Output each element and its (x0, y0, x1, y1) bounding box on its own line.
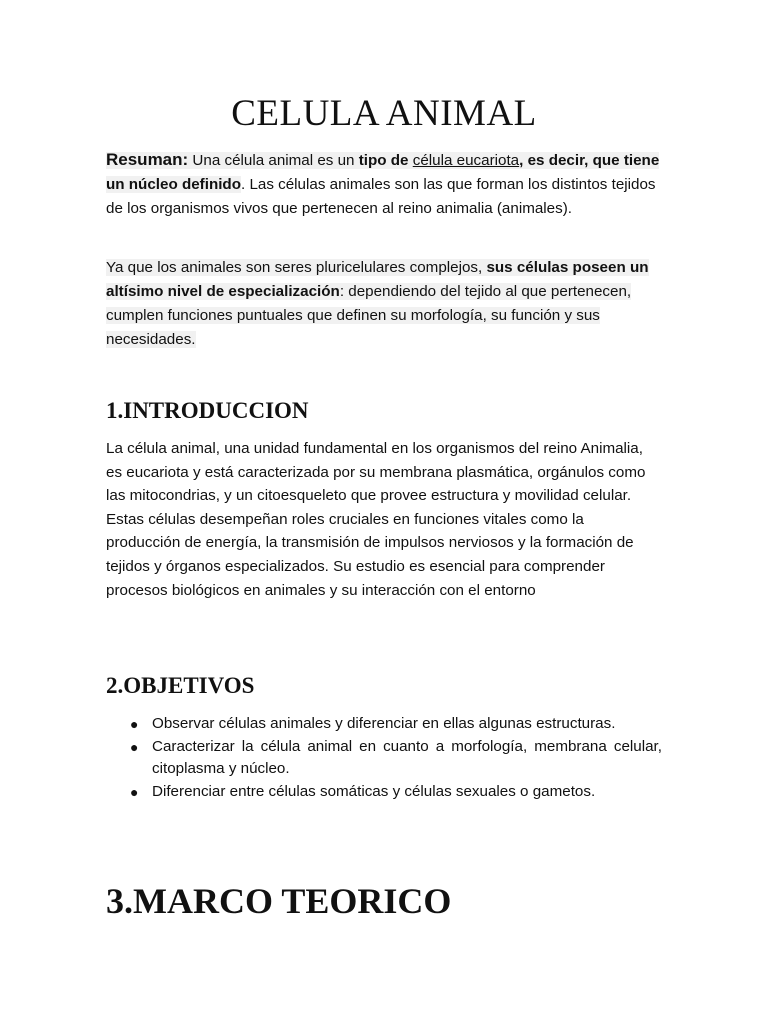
introduccion-paragraph: La célula animal, una unidad fundamental en los organismos del reino Animalia, es eucariota y está caracterizada por su membrana plasmática, orgánulos como las mitocondrias, y un citoesqueleto que provee estructura y movilidad celular. Estas células desempeñan roles cruciales en funciones vitales como la producción de energía, la transmisión de impulsos nerviosos y la formación de tejidos y órganos especializados. Su estudio es esencial para comprender procesos biológicos en animales y su interacción con el entorno (106, 440, 646, 599)
document-title: CELULA ANIMAL (231, 93, 537, 134)
celula-eucariota-link[interactable]: célula eucariota (412, 152, 520, 169)
section-heading-marco-teorico: 3.MARCO TEORICO (106, 881, 452, 921)
list-item: ● Caracterizar la célula animal en cuanto a morfología, membrana celular, citoplasma y núcleo. (130, 737, 662, 777)
specialization-paragraph: Ya que los animales son seres pluricelulares complejos, sus células poseen un altísimo nivel de especialización: dependiendo del tejido al que pertenecen, cumplen funciones puntuales que definen su morfología, su función y sus necesidades. (106, 259, 649, 348)
summary-lead-label: Resuman: Una célula animal es un tipo de célula eucariota, es decir, que tiene un núcleo definido (106, 150, 660, 193)
bullet-icon: ● (130, 716, 139, 732)
bullet-icon: ● (130, 738, 139, 755)
bullet-icon: ● (130, 783, 139, 800)
list-item: ● Observar células animales y diferenciar en ellas algunas estructuras. (106, 713, 662, 736)
objetivos-list (106, 713, 662, 803)
summary-paragraph: Resuman: Una célula animal es un tipo de célula eucariota, es decir, que tiene un núcleo definido. Las células animales son las que forman los distintos tejidos de los organismos vivos que pertenecen al reino animalia (animales). (106, 150, 660, 217)
section-heading-introduccion: 1.INTRODUCCION (106, 398, 309, 423)
list-item: ● Diferenciar entre células somáticas y células sexuales o gametos. (106, 781, 662, 804)
section-heading-objetivos: 2.OBJETIVOS (106, 673, 255, 698)
